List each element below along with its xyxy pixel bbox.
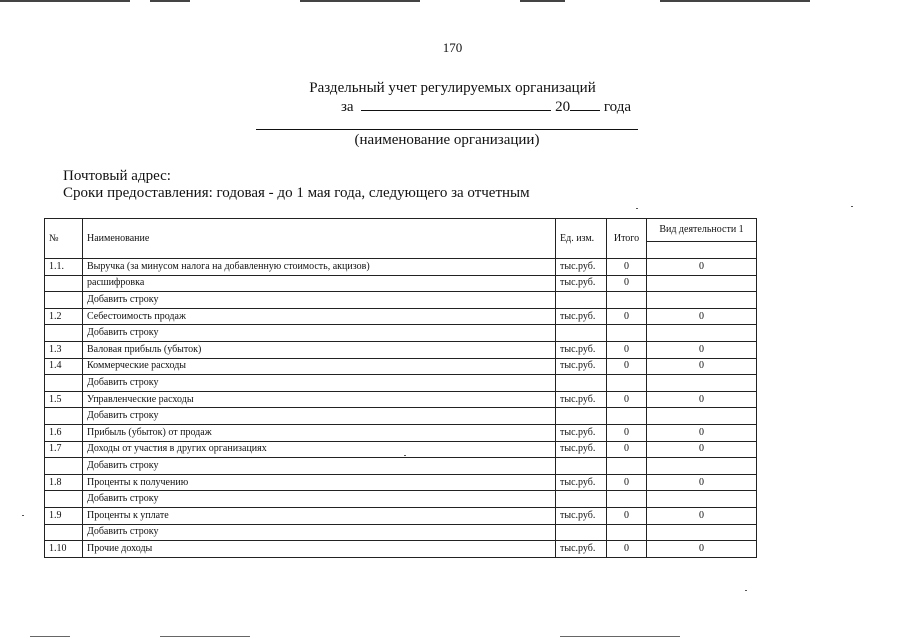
cell-total <box>607 491 647 508</box>
cell-no <box>45 275 83 292</box>
scan-speck <box>636 208 638 209</box>
cell-name: Доходы от участия в других организациях <box>83 441 556 458</box>
cell-name[interactable]: Добавить строку <box>83 524 556 541</box>
scan-bottom-edge <box>0 636 905 638</box>
cell-total <box>607 408 647 425</box>
cell-total: 0 <box>607 391 647 408</box>
cell-total: 0 <box>607 424 647 441</box>
cell-name: Управленческие расходы <box>83 391 556 408</box>
table-row <box>45 391 757 408</box>
year-blank-field[interactable] <box>570 98 600 111</box>
cell-name: расшифровка <box>83 275 556 292</box>
cell-total: 0 <box>607 541 647 558</box>
cell-unit <box>556 292 607 309</box>
add-row-item[interactable] <box>45 408 757 425</box>
cell-name: Выручка (за минусом налога на добавленную стоимость, акцизов) <box>83 259 556 276</box>
cell-total: 0 <box>607 341 647 358</box>
table-row <box>45 474 757 491</box>
cell-unit <box>556 491 607 508</box>
address-label: Почтовый адрес: <box>63 168 171 184</box>
header-name: Наименование <box>83 219 556 259</box>
table-row <box>45 541 757 558</box>
cell-no: 1.8 <box>45 474 83 491</box>
cell-name: Валовая прибыль (убыток) <box>83 341 556 358</box>
cell-total <box>607 292 647 309</box>
cell-name[interactable]: Добавить строку <box>83 292 556 309</box>
cell-activity: 0 <box>647 507 757 524</box>
cell-total: 0 <box>607 474 647 491</box>
cell-activity: 0 <box>647 474 757 491</box>
period-prefix: за <box>341 99 354 115</box>
cell-unit: тыс.руб. <box>556 341 607 358</box>
cell-activity: 0 <box>647 341 757 358</box>
org-name-caption: (наименование организации) <box>354 132 540 148</box>
report-table-body <box>45 259 757 558</box>
cell-activity <box>647 275 757 292</box>
period-blank-field[interactable] <box>361 98 551 111</box>
cell-activity <box>647 491 757 508</box>
cell-no: 1.1. <box>45 259 83 276</box>
cell-unit: тыс.руб. <box>556 308 607 325</box>
cell-activity: 0 <box>647 358 757 375</box>
header-activity: Вид деятельности 1 <box>647 219 757 242</box>
add-row-item[interactable] <box>45 524 757 541</box>
cell-activity: 0 <box>647 308 757 325</box>
cell-activity <box>647 458 757 475</box>
cell-unit <box>556 524 607 541</box>
cell-unit <box>556 325 607 342</box>
cell-activity: 0 <box>647 259 757 276</box>
reporting-period <box>341 98 631 116</box>
cell-activity <box>647 292 757 309</box>
cell-activity: 0 <box>647 391 757 408</box>
table-row <box>45 275 757 292</box>
cell-activity <box>647 408 757 425</box>
cell-activity <box>647 325 757 342</box>
cell-unit <box>556 458 607 475</box>
table-row <box>45 358 757 375</box>
cell-name: Проценты к уплате <box>83 507 556 524</box>
cell-total: 0 <box>607 358 647 375</box>
cell-unit: тыс.руб. <box>556 275 607 292</box>
period-year-prefix: 20 <box>555 99 571 115</box>
add-row-item[interactable] <box>45 292 757 309</box>
cell-activity <box>647 375 757 392</box>
report-table <box>44 218 757 558</box>
header-activity-sub <box>647 242 757 259</box>
address-block <box>63 168 530 202</box>
scan-speck <box>745 590 747 591</box>
cell-no <box>45 292 83 309</box>
cell-unit: тыс.руб. <box>556 507 607 524</box>
cell-no <box>45 325 83 342</box>
cell-no: 1.9 <box>45 507 83 524</box>
cell-total <box>607 524 647 541</box>
header-no: № <box>45 219 83 259</box>
cell-total <box>607 375 647 392</box>
cell-name: Прочие доходы <box>83 541 556 558</box>
cell-no: 1.5 <box>45 391 83 408</box>
period-suffix: года <box>603 99 631 115</box>
cell-no <box>45 524 83 541</box>
cell-no: 1.4 <box>45 358 83 375</box>
cell-unit: тыс.руб. <box>556 391 607 408</box>
cell-unit: тыс.руб. <box>556 424 607 441</box>
cell-no: 1.6 <box>45 424 83 441</box>
header-unit: Ед. изм. <box>556 219 607 259</box>
cell-unit: тыс.руб. <box>556 541 607 558</box>
cell-name: Прибыль (убыток) от продаж <box>83 424 556 441</box>
table-row <box>45 308 757 325</box>
cell-unit <box>556 408 607 425</box>
add-row-item[interactable] <box>45 325 757 342</box>
cell-name[interactable]: Добавить строку <box>83 408 556 425</box>
cell-no: 1.2 <box>45 308 83 325</box>
scan-speck <box>22 515 24 516</box>
cell-no: 1.3 <box>45 341 83 358</box>
cell-activity <box>647 524 757 541</box>
cell-name[interactable]: Добавить строку <box>83 458 556 475</box>
add-row-item[interactable] <box>45 375 757 392</box>
cell-no <box>45 491 83 508</box>
add-row-item[interactable] <box>45 458 757 475</box>
table-row <box>45 441 757 458</box>
org-name-line[interactable] <box>256 129 638 130</box>
table-row <box>45 259 757 276</box>
cell-name: Проценты к получению <box>83 474 556 491</box>
cell-total: 0 <box>607 507 647 524</box>
cell-unit: тыс.руб. <box>556 474 607 491</box>
cell-activity: 0 <box>647 424 757 441</box>
cell-name: Себестоимость продаж <box>83 308 556 325</box>
scan-speck <box>851 206 853 207</box>
document-title: Раздельный учет регулируемых организаций <box>309 80 596 96</box>
cell-total: 0 <box>607 441 647 458</box>
cell-name: Коммерческие расходы <box>83 358 556 375</box>
page-number: 170 <box>442 40 463 55</box>
deadline-text: Сроки предоставления: годовая - до 1 мая года, следующего за отчетным <box>63 185 530 201</box>
cell-total: 0 <box>607 259 647 276</box>
header-total: Итого <box>607 219 647 259</box>
cell-name[interactable]: Добавить строку <box>83 375 556 392</box>
cell-no: 1.10 <box>45 541 83 558</box>
cell-unit: тыс.руб. <box>556 441 607 458</box>
scan-speck <box>404 455 406 456</box>
cell-unit: тыс.руб. <box>556 259 607 276</box>
scan-top-edge <box>0 0 905 3</box>
cell-unit <box>556 375 607 392</box>
cell-no <box>45 375 83 392</box>
cell-no <box>45 458 83 475</box>
cell-no: 1.7 <box>45 441 83 458</box>
table-row <box>45 341 757 358</box>
cell-activity: 0 <box>647 541 757 558</box>
cell-name[interactable]: Добавить строку <box>83 325 556 342</box>
add-row-item[interactable] <box>45 491 757 508</box>
cell-name[interactable]: Добавить строку <box>83 491 556 508</box>
cell-activity: 0 <box>647 441 757 458</box>
table-row <box>45 507 757 524</box>
cell-total <box>607 458 647 475</box>
cell-total <box>607 325 647 342</box>
cell-total: 0 <box>607 275 647 292</box>
cell-total: 0 <box>607 308 647 325</box>
cell-unit: тыс.руб. <box>556 358 607 375</box>
cell-no <box>45 408 83 425</box>
table-row <box>45 424 757 441</box>
